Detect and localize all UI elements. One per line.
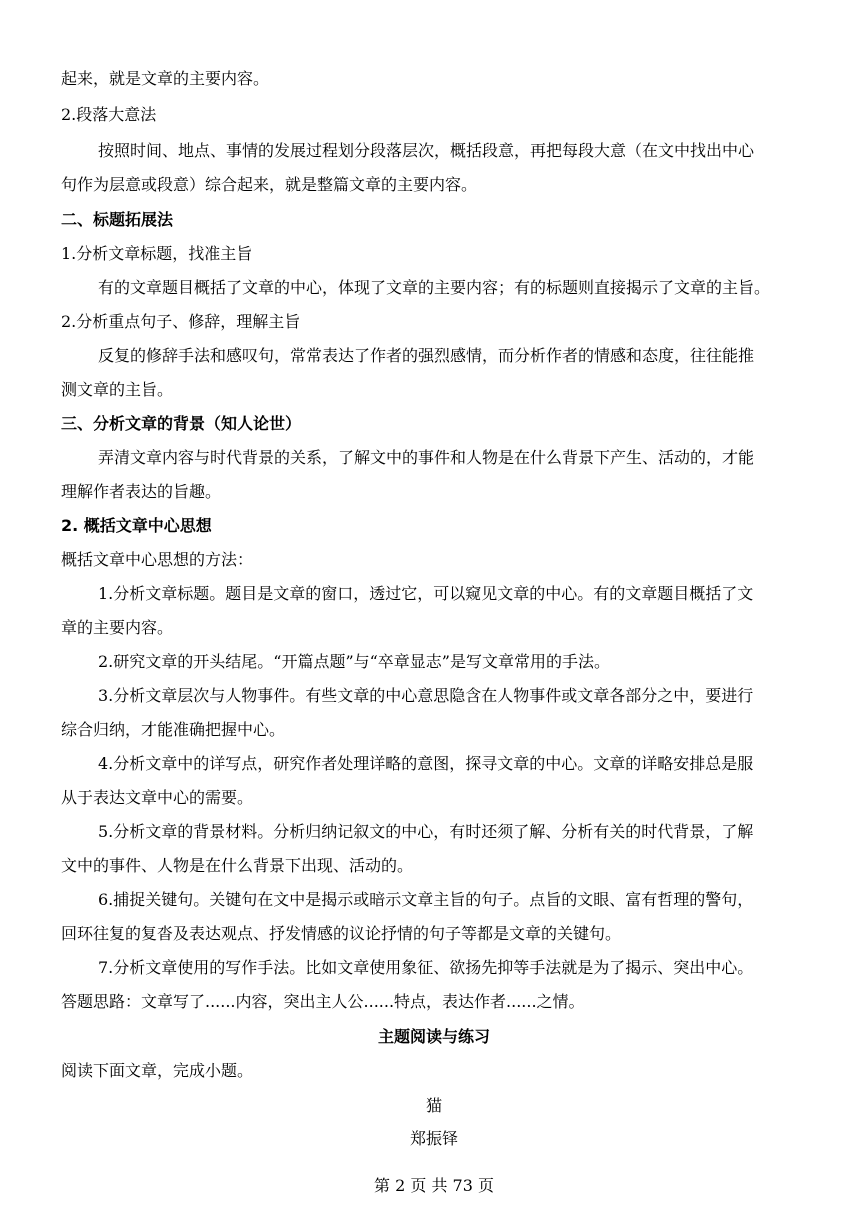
list-item-line: 2.研究文章的开头结尾。“开篇点题”与“卒章显志”是写文章常用的手法。 xyxy=(98,652,610,671)
list-item-line: 3.分析文章层次与人物事件。有些文章的中心意思隐含在人物事件或文章各部分之中，要进行 xyxy=(98,686,754,705)
text-line: 起来，就是文章的主要内容。 xyxy=(61,69,270,88)
section-heading: 2. 概括文章中心思想 xyxy=(61,516,212,535)
paragraph-line: 弄清文章内容与时代背景的关系，了解文中的事件和人物是在什么背景下产生、活动的，才能 xyxy=(98,448,755,467)
paragraph-line: 测文章的主旨。 xyxy=(61,380,174,399)
answer-hint-line: 答题思路：文章写了......内容，突出主人公......特点，表达作者......之情。 xyxy=(61,992,585,1011)
page-footer: 第 2 页 共 73 页 xyxy=(374,1176,494,1195)
article-author: 郑振铎 xyxy=(409,1129,458,1148)
list-item-line: 6.捕捉关键句。关键句在文中是揭示或暗示文章主旨的句子。点旨的文眼、富有哲理的警句， xyxy=(98,890,754,909)
text-line: 概括文章中心思想的方法： xyxy=(61,550,254,569)
subheading: 1.分析文章标题，找准主旨 xyxy=(61,244,253,263)
section-heading: 三、分析文章的背景（知人论世） xyxy=(61,414,302,433)
subheading: 2.段落大意法 xyxy=(61,105,157,124)
list-item-line: 章的主要内容。 xyxy=(61,618,174,637)
list-item-line: 1.分析文章标题。题目是文章的窗口，透过它，可以窥见文章的中心。有的文章题目概括了文 xyxy=(98,584,754,603)
subheading: 2.分析重点句子、修辞，理解主旨 xyxy=(61,312,301,331)
list-item-line: 4.分析文章中的详写点，研究作者处理详略的意图，探寻文章的中心。文章的详略安排总是服 xyxy=(98,754,754,773)
paragraph-line: 句作为层意或段意）综合起来，就是整篇文章的主要内容。 xyxy=(61,175,478,194)
section-heading: 二、标题拓展法 xyxy=(61,210,174,229)
article-title: 猫 xyxy=(425,1096,442,1115)
paragraph-line: 按照时间、地点、事情的发展过程划分段落层次，概括段意，再把每段大意（在文中找出中心 xyxy=(98,141,755,160)
instruction-line: 阅读下面文章，完成小题。 xyxy=(61,1061,254,1080)
list-item-line: 综合归纳，才能准确把握中心。 xyxy=(61,720,286,739)
list-item-line: 文中的事件、人物是在什么背景下出现、活动的。 xyxy=(61,856,414,875)
paragraph-line: 反复的修辞手法和感叹句，常常表达了作者的强烈感情，而分析作者的情感和态度，往往能推 xyxy=(98,346,755,365)
list-item-line: 回环往复的复沓及表达观点、抒发情感的议论抒情的句子等都是文章的关键句。 xyxy=(61,924,622,943)
paragraph-line: 有的文章题目概括了文章的中心，体现了文章的主要内容；有的标题则直接揭示了文章的主旨。 xyxy=(98,278,771,297)
list-item-line: 7.分析文章使用的写作手法。比如文章使用象征、欲扬先抑等手法就是为了揭示、突出中心。 xyxy=(98,958,754,977)
list-item-line: 5.分析文章的背景材料。分析归纳记叙文的中心，有时还须了解、分析有关的时代背景，了解 xyxy=(98,822,754,841)
practice-title: 主题阅读与练习 xyxy=(377,1027,490,1046)
paragraph-line: 理解作者表达的旨趣。 xyxy=(61,482,222,501)
list-item-line: 从于表达文章中心的需要。 xyxy=(61,788,254,807)
